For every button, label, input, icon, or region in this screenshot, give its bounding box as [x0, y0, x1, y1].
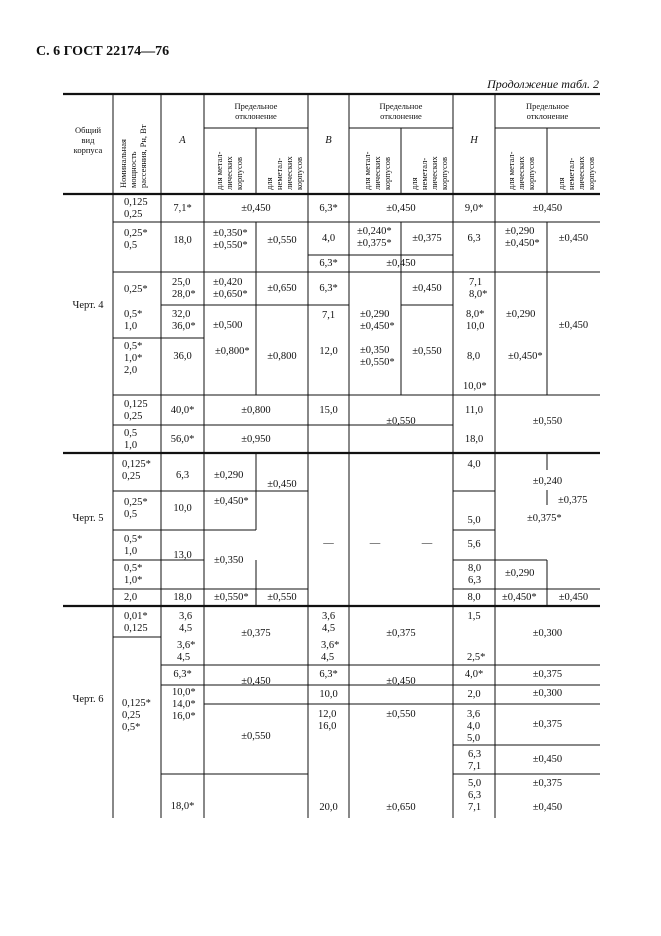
cell: — — [323, 538, 334, 549]
cell: ±0,450* — [508, 351, 543, 362]
cell: 3,6* 4,5 — [321, 640, 340, 663]
cell: 6,3* — [319, 669, 338, 680]
cell: 0,125* 0,25 0,5* — [122, 698, 151, 733]
cell: 0,25* 0,5 — [124, 497, 148, 520]
cell: ±0,350 — [214, 555, 244, 566]
group-label: Черт. 5 — [72, 513, 104, 524]
header-b: B — [325, 135, 332, 146]
cell: 6,3 7,1 — [468, 749, 482, 772]
cell: ±0,375 — [241, 628, 271, 639]
header-nonmetal-h: для неметал- лических корпусов — [556, 156, 596, 190]
cell: ±0,350 ±0,550* — [360, 345, 395, 368]
cell: 8,0 — [467, 592, 481, 603]
cell: ±0,550 — [532, 416, 563, 427]
cell: ±0,450 — [241, 203, 271, 214]
cell: 11,0 — [465, 405, 483, 416]
continuation-label: Продолжение табл. 2 — [487, 77, 599, 91]
cell: 18,0 — [464, 434, 484, 445]
cell: 0,25* — [124, 284, 148, 295]
cell: 6,3 — [175, 470, 190, 481]
cell: ±0,450 — [386, 258, 416, 269]
cell: 10,0* 14,0* 16,0* — [172, 687, 196, 722]
group-label: Черт. 6 — [72, 694, 104, 705]
cell: 8,0* 10,0 — [466, 309, 485, 332]
cell: ±0,500 — [213, 320, 243, 331]
cell: ±0,350* ±0,550* — [213, 228, 248, 251]
cell: 1,5 — [467, 611, 481, 622]
page-header: С. 6 ГОСТ 22174—76 — [36, 44, 170, 59]
cell: 15,0 — [319, 405, 338, 416]
cell: 8,0 6,3 — [468, 563, 482, 586]
cell: 4,0 — [321, 233, 336, 244]
cell: 0,25* 0,5 — [124, 228, 148, 251]
cell: ±0,300 — [532, 628, 563, 639]
cell: 18,0* — [170, 801, 195, 812]
cell: 6,3* — [319, 258, 338, 269]
cell: ±0,450 — [386, 676, 416, 687]
cell: ±0,375* — [527, 513, 562, 524]
cell: ±0,290 — [505, 568, 535, 579]
cell: 0,125 0,25 — [124, 197, 148, 220]
cell: ±0,450 — [532, 754, 563, 765]
cell: ±0,550 — [386, 709, 416, 720]
cell: ±0,450 — [558, 320, 589, 331]
header-dev-a: Предельное отклонение — [234, 101, 278, 121]
cell: 56,0* — [170, 434, 195, 445]
cell: 10,0 — [319, 689, 338, 700]
cell: 32,0 36,0* — [172, 309, 196, 332]
cell: ±0,550 — [267, 235, 297, 246]
cell: ±0,550 — [241, 731, 271, 742]
cell: ±0,290 — [214, 470, 244, 481]
cell: 0,5 1,0 — [124, 428, 138, 451]
cell: 8,0 — [467, 351, 481, 362]
cell: ±0,450* — [214, 496, 249, 507]
cell: 3,6 4,5 — [179, 611, 193, 634]
cell: ±0,450* — [502, 592, 537, 603]
cell: ±0,800 — [241, 405, 271, 416]
cell: 18,0 — [173, 235, 192, 246]
cell: ±0,450 — [558, 592, 589, 603]
header-metal-h: для метал- лических корпусов — [506, 151, 536, 190]
cell: 13,0 — [173, 550, 192, 561]
cell: 4,0 — [467, 459, 481, 470]
cell: 2,0 — [124, 592, 138, 603]
cell: ±0,650 — [267, 283, 297, 294]
cell: 10,0* — [463, 381, 487, 392]
cell: ±0,950 — [241, 434, 271, 445]
cell: 18,0 — [173, 592, 192, 603]
cell: ±0,420 ±0,650* — [213, 277, 248, 300]
cell: 3,6 4,5 — [322, 611, 336, 634]
cell: 12,0 16,0 — [318, 709, 337, 732]
header-power: Номинальная мощность рассеяния, Pн, Вт — [118, 124, 148, 188]
cell: ±0,450 — [532, 203, 563, 214]
cell: 5,0 — [467, 515, 481, 526]
cell: 6,3 — [467, 233, 481, 244]
header-dev-b: Предельное отклонение — [379, 101, 423, 121]
cell: 0,5* 1,0* 2,0 — [124, 341, 143, 376]
cell: 6,3* — [319, 203, 338, 214]
cell: ±0,450 — [412, 283, 442, 294]
cell: ±0,450 — [241, 676, 271, 687]
cell: 12,0 — [319, 346, 338, 357]
cell: ±0,450 — [267, 479, 297, 490]
cell: ±0,375 — [532, 719, 563, 730]
cell: 36,0 — [173, 351, 192, 362]
header-metal-a: для метал- лических корпусов — [214, 151, 244, 190]
cell: 0,125 0,25 — [124, 399, 148, 422]
cell: 0,5* 1,0 — [124, 534, 143, 557]
cell: ±0,290 — [506, 309, 536, 320]
header-a: A — [179, 135, 186, 146]
header-metal-b: для метал- лических корпусов — [362, 151, 392, 190]
cell: 5,0 6,3 7,1 — [468, 778, 482, 813]
cell: ±0,800* — [215, 346, 250, 357]
cell: ±0,300 — [532, 688, 563, 699]
cell: 7,1 8,0* — [469, 277, 488, 300]
cell: ±0,550 — [412, 346, 442, 357]
cell: — — [369, 538, 381, 549]
cell: 0,01* 0,125 — [124, 611, 148, 634]
cell: 3,6* 4,5 — [177, 640, 196, 663]
cell: ±0,650 — [386, 802, 416, 813]
cell: ±0,450 — [386, 203, 416, 214]
cell: ±0,550 — [386, 416, 416, 427]
cell: ±0,375 — [532, 669, 563, 680]
cell: 9,0* — [464, 203, 484, 214]
cell: ±0,450 — [532, 802, 563, 813]
cell: ±0,290 ±0,450* — [505, 226, 540, 249]
cell: — — [421, 538, 433, 549]
cell: ±0,375 — [386, 628, 416, 639]
cell: 0,5* 1,0 — [124, 309, 143, 332]
header-nonmetal-a: для неметал- лических корпусов — [264, 156, 304, 190]
cell: ±0,375 — [532, 778, 563, 789]
cell: 6,3* — [173, 669, 192, 680]
cell: 40,0* — [170, 405, 195, 416]
cell: 4,0* — [464, 669, 484, 680]
cell: 0,125* 0,25 — [122, 459, 151, 482]
header-dev-h: Предельное отклонение — [526, 101, 569, 121]
group-label: Черт. 4 — [72, 300, 104, 311]
cell: 5,6 — [467, 539, 481, 550]
cell: ±0,550 — [267, 592, 297, 603]
cell: 10,0 — [173, 503, 192, 514]
cell: ±0,290 ±0,450* — [360, 309, 395, 332]
cell: 2,5* — [467, 652, 486, 663]
cell: ±0,240 — [532, 476, 563, 487]
cell: 2,0 — [467, 689, 481, 700]
header-nonmetal-b: для неметал- лических корпусов — [409, 156, 449, 190]
cell: ±0,375 — [412, 233, 442, 244]
cell: ±0,375 — [558, 495, 588, 506]
header-type: Общий вид корпуса — [73, 125, 103, 155]
cell: 25,0 28,0* — [172, 277, 196, 300]
cell: 6,3* — [319, 283, 338, 294]
cell: 0,5* 1,0* — [124, 563, 143, 586]
cell: 7,1 — [321, 310, 336, 321]
cell: ±0,800 — [267, 351, 297, 362]
cell: ±0,240* ±0,375* — [357, 226, 392, 249]
cell: 3,6 4,0 5,0 — [467, 709, 481, 744]
cell: ±0,450 — [558, 233, 589, 244]
header-h: H — [470, 135, 478, 146]
cell: ±0,550* — [214, 592, 249, 603]
cell: 20,0 — [319, 802, 338, 813]
cell: 7,1* — [173, 203, 192, 214]
